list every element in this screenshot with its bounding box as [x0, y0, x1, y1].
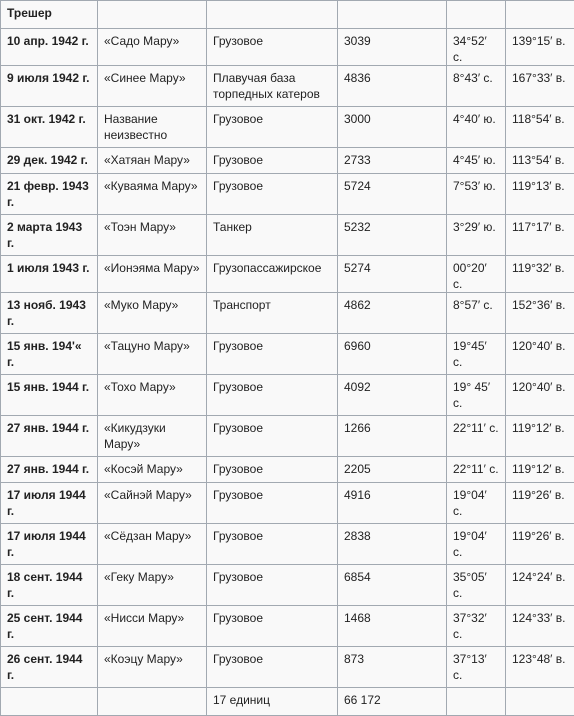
ship-type-cell: Грузопассажирское: [207, 256, 338, 293]
ship-tonnage-cell: 4862: [338, 293, 447, 334]
table-row: [1, 29, 574, 66]
ship-longitude-cell: 123°48′ в.: [506, 647, 574, 688]
empty-cell: [207, 1, 338, 29]
ship-latitude-cell: 4°45′ ю.: [447, 148, 506, 174]
ship-date-cell: 27 янв. 1944 г.: [1, 457, 98, 483]
table-row: [1, 215, 574, 256]
empty-cell: [98, 1, 207, 29]
empty-cell: [338, 1, 447, 29]
ship-name-cell: «Муко Мару»: [98, 293, 207, 334]
ship-date-cell: 21 февр. 1943 г.: [1, 174, 98, 215]
table-row: [1, 647, 574, 688]
ship-longitude-cell: 120°40′ в.: [506, 334, 574, 375]
ship-name-cell: «Синее Мару»: [98, 66, 207, 107]
table-row: [1, 606, 574, 647]
ship-tonnage-cell: 1468: [338, 606, 447, 647]
empty-cell: [506, 1, 574, 29]
ship-date-cell: 17 июля 1944 г.: [1, 524, 98, 565]
ship-longitude-cell: 118°54′ в.: [506, 107, 574, 148]
ship-longitude-cell: 119°26′ в.: [506, 524, 574, 565]
ship-latitude-cell: 19° 45′ с.: [447, 375, 506, 416]
ship-name-cell: «Садо Мару»: [98, 29, 207, 66]
ship-type-cell: Грузовое: [207, 107, 338, 148]
ship-name-cell: «Сёдзан Мару»: [98, 524, 207, 565]
empty-cell: [506, 688, 574, 716]
table-row: [1, 293, 574, 334]
ship-longitude-cell: 119°26′ в.: [506, 483, 574, 524]
ship-tonnage-cell: 873: [338, 647, 447, 688]
ship-tonnage-cell: 3000: [338, 107, 447, 148]
table-row: [1, 375, 574, 416]
ship-name-cell: «Хатяан Мару»: [98, 148, 207, 174]
table-row: [1, 107, 574, 148]
ship-longitude-cell: 119°32′ в.: [506, 256, 574, 293]
ship-longitude-cell: 124°24′ в.: [506, 565, 574, 606]
ship-tonnage-cell: 4916: [338, 483, 447, 524]
ship-type-cell: Грузовое: [207, 565, 338, 606]
submarine-name-cell: Трешер: [1, 1, 98, 29]
ship-type-cell: Грузовое: [207, 148, 338, 174]
ship-type-cell: Грузовое: [207, 606, 338, 647]
table-row: [1, 66, 574, 107]
ship-name-cell: «Нисси Мару»: [98, 606, 207, 647]
ship-longitude-cell: 124°33′ в.: [506, 606, 574, 647]
ship-tonnage-cell: 2205: [338, 457, 447, 483]
ship-latitude-cell: 7°53′ ю.: [447, 174, 506, 215]
ship-name-cell: «Куваяма Мару»: [98, 174, 207, 215]
ship-type-cell: Грузовое: [207, 375, 338, 416]
ship-date-cell: 27 янв. 1944 г.: [1, 416, 98, 457]
ship-longitude-cell: 117°17′ в.: [506, 215, 574, 256]
ship-date-cell: 9 июля 1942 г.: [1, 66, 98, 107]
ship-type-cell: Грузовое: [207, 483, 338, 524]
ship-name-cell: «Косэй Мару»: [98, 457, 207, 483]
ship-type-cell: Грузовое: [207, 524, 338, 565]
ship-latitude-cell: 34°52′ с.: [447, 29, 506, 66]
table-row: [1, 565, 574, 606]
ship-tonnage-cell: 5274: [338, 256, 447, 293]
ship-type-cell: Транспорт: [207, 293, 338, 334]
ship-longitude-cell: 139°15′ в.: [506, 29, 574, 66]
ship-longitude-cell: 119°13′ в.: [506, 174, 574, 215]
empty-cell: [1, 688, 98, 716]
ship-tonnage-cell: 5724: [338, 174, 447, 215]
ship-latitude-cell: 37°32′ с.: [447, 606, 506, 647]
ship-tonnage-cell: 4836: [338, 66, 447, 107]
ship-tonnage-cell: 4092: [338, 375, 447, 416]
ship-date-cell: 15 янв. 1944 г.: [1, 375, 98, 416]
ship-tonnage-cell: 3039: [338, 29, 447, 66]
ship-longitude-cell: 119°12′ в.: [506, 416, 574, 457]
ship-date-cell: 10 апр. 1942 г.: [1, 29, 98, 66]
total-tonnage-cell: 66 172: [338, 688, 447, 716]
ship-date-cell: 31 окт. 1942 г.: [1, 107, 98, 148]
total-count-cell: 17 единиц: [207, 688, 338, 716]
ship-name-cell: «Тоэн Мару»: [98, 215, 207, 256]
ship-type-cell: Плавучая база торпедных катеров: [207, 66, 338, 107]
table-row: [1, 524, 574, 565]
ship-latitude-cell: 19°04′ с.: [447, 483, 506, 524]
table-row: [1, 416, 574, 457]
ship-name-cell: «Ионэяма Мару»: [98, 256, 207, 293]
ship-longitude-cell: 113°54′ в.: [506, 148, 574, 174]
ship-name-cell: «Сайнэй Мару»: [98, 483, 207, 524]
ship-date-cell: 26 сент. 1944 г.: [1, 647, 98, 688]
ship-type-cell: Грузовое: [207, 334, 338, 375]
ship-date-cell: 18 сент. 1944 г.: [1, 565, 98, 606]
ship-longitude-cell: 167°33′ в.: [506, 66, 574, 107]
ship-latitude-cell: 19°45′ с.: [447, 334, 506, 375]
table-total-row: [1, 688, 574, 716]
empty-cell: [447, 688, 506, 716]
ship-longitude-cell: 120°40′ в.: [506, 375, 574, 416]
ship-latitude-cell: 8°43′ с.: [447, 66, 506, 107]
ship-longitude-cell: 119°12′ в.: [506, 457, 574, 483]
table-header-row: [1, 1, 574, 29]
ship-latitude-cell: 00°20′ с.: [447, 256, 506, 293]
ship-date-cell: 1 июля 1943 г.: [1, 256, 98, 293]
ship-tonnage-cell: 1266: [338, 416, 447, 457]
ship-tonnage-cell: 2733: [338, 148, 447, 174]
empty-cell: [447, 1, 506, 29]
ship-latitude-cell: 37°13′ с.: [447, 647, 506, 688]
ship-type-cell: Грузовое: [207, 29, 338, 66]
ship-latitude-cell: 22°11′ с.: [447, 416, 506, 457]
empty-cell: [98, 688, 207, 716]
ship-latitude-cell: 35°05′ с.: [447, 565, 506, 606]
ship-name-cell: «Тацуно Мару»: [98, 334, 207, 375]
ship-tonnage-cell: 2838: [338, 524, 447, 565]
ship-name-cell: «Геку Мару»: [98, 565, 207, 606]
ship-latitude-cell: 8°57′ с.: [447, 293, 506, 334]
ship-longitude-cell: 152°36′ в.: [506, 293, 574, 334]
table-row: [1, 483, 574, 524]
ship-latitude-cell: 19°04′ с.: [447, 524, 506, 565]
ship-latitude-cell: 4°40′ ю.: [447, 107, 506, 148]
ship-date-cell: 2 марта 1943 г.: [1, 215, 98, 256]
ship-name-cell: «Тохо Мару»: [98, 375, 207, 416]
table-row: [1, 334, 574, 375]
ship-type-cell: Грузовое: [207, 174, 338, 215]
ship-tonnage-cell: 6854: [338, 565, 447, 606]
ship-type-cell: Грузовое: [207, 457, 338, 483]
ship-date-cell: 15 янв. 194'« г.: [1, 334, 98, 375]
ship-date-cell: 13 нояб. 1943 г.: [1, 293, 98, 334]
ship-tonnage-cell: 5232: [338, 215, 447, 256]
ship-latitude-cell: 3°29′ ю.: [447, 215, 506, 256]
ship-name-cell: Название неизвестно: [98, 107, 207, 148]
table-row: [1, 174, 574, 215]
ship-date-cell: 29 дек. 1942 г.: [1, 148, 98, 174]
ship-type-cell: Грузовое: [207, 647, 338, 688]
ship-type-cell: Танкер: [207, 215, 338, 256]
ship-tonnage-cell: 6960: [338, 334, 447, 375]
ship-date-cell: 25 сент. 1944 г.: [1, 606, 98, 647]
ship-name-cell: «Кикудзуки Мару»: [98, 416, 207, 457]
table-row: [1, 457, 574, 483]
table-row: [1, 256, 574, 293]
ship-date-cell: 17 июля 1944 г.: [1, 483, 98, 524]
ship-latitude-cell: 22°11′ с.: [447, 457, 506, 483]
ship-name-cell: «Коэцу Мару»: [98, 647, 207, 688]
ship-type-cell: Грузовое: [207, 416, 338, 457]
table-row: [1, 148, 574, 174]
